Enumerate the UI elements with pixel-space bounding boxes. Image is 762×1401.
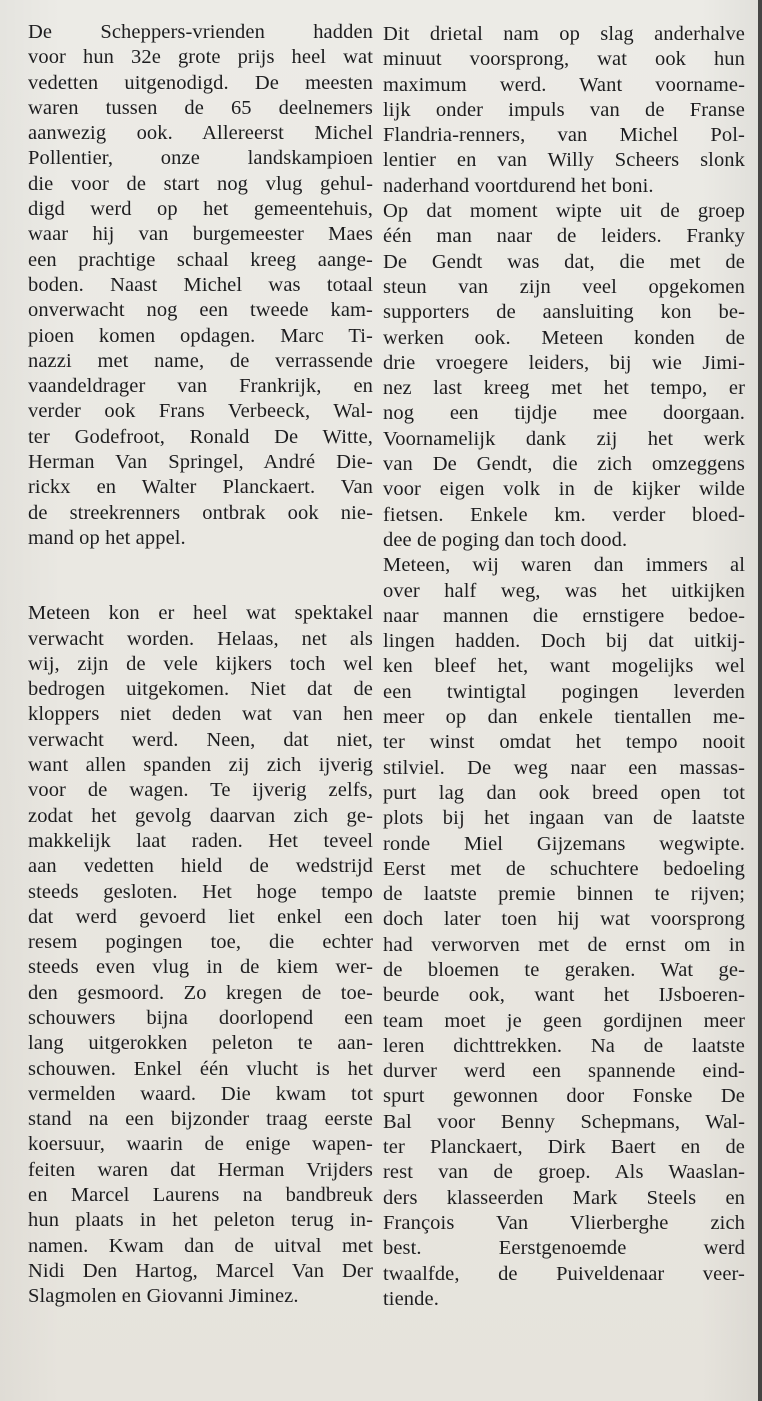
text-line: Nidi Den Hartog, Marcel Van Der xyxy=(28,1259,373,1282)
text-line: steeds gesloten. Het hoge tempo xyxy=(28,880,373,903)
text-line: naar mannen die ernstigere bedoe- xyxy=(383,604,745,627)
text-line: Op dat moment wipte uit de groep xyxy=(383,200,745,223)
text-line: Bal voor Benny Schepmans, Wal- xyxy=(383,1110,745,1133)
text-line: voor de wagen. Te ijverig zelfs, xyxy=(28,779,373,802)
text-line: Dit drietal nam op slag anderhalve xyxy=(383,23,745,45)
text-line: boden. Naast Michel was totaal xyxy=(28,273,373,296)
text-line: feiten waren dat Herman Vrijders xyxy=(28,1158,373,1181)
text-line: Eerst met de schuchtere bedoeling xyxy=(383,857,745,880)
text-line: Herman Van Springel, André Die- xyxy=(28,451,373,474)
text-line: Meteen kon er heel wat spektakel xyxy=(28,602,373,625)
text-line: minuut voorsprong, wat ook hun xyxy=(383,48,745,71)
text-line: lingen hadden. Doch bij dat uitkij- xyxy=(383,630,745,653)
text-line: want allen spanden zij zich ijverig xyxy=(28,754,373,777)
text-line: nog een tijdje mee doorgaan. xyxy=(383,402,745,425)
text-line: purt lag dan ook breed open tot xyxy=(383,781,745,804)
text-line: ter Godefroot, Ronald De Witte, xyxy=(28,425,373,448)
text-line: rest van de groep. Als Waaslan- xyxy=(383,1161,745,1184)
text-line: drie vroegere leiders, bij wie Jimi- xyxy=(383,351,745,374)
text-line: digd werd op het gemeentehuis, xyxy=(28,198,373,221)
text-line: ders klasseerden Mark Steels en xyxy=(383,1186,745,1209)
text-line: waar hij van burgemeester Maes xyxy=(28,223,373,246)
text-line: voor eigen volk in de kijker wilde xyxy=(383,478,745,501)
text-line: ronde Miel Gijzemans wegwipte. xyxy=(383,832,745,855)
text-line: een twintigtal pogingen leverden xyxy=(383,680,745,703)
text-line: nez last kreeg met het tempo, er xyxy=(383,377,745,400)
text-line: verder ook Frans Verbeeck, Wal- xyxy=(28,400,373,423)
text-line: aan vedetten hield de wedstrijd xyxy=(28,855,373,878)
text-line: pioen komen opdagen. Marc Ti- xyxy=(28,324,373,347)
text-line: de streekrenners ontbrak ook nie- xyxy=(28,501,373,524)
text-line: de bloemen te geraken. Wat ge- xyxy=(383,958,745,981)
text-line: lang uitgerokken peleton te aan- xyxy=(28,1032,373,1055)
text-line: voor hun 32e grote prijs heel wat xyxy=(28,46,373,69)
text-line: een prachtige schaal kreeg aange- xyxy=(28,248,373,271)
text-line: over half weg, was het uitkijken xyxy=(383,579,745,602)
text-line: De Scheppers-vrienden hadden xyxy=(28,21,373,43)
text-line: François Van Vlierberghe zich xyxy=(383,1211,745,1234)
text-line: namen. Kwam dan de uitval met xyxy=(28,1234,373,1257)
text-line: De Gendt was dat, die met de xyxy=(383,250,745,273)
text-line: schouwers bijna doorlopend een xyxy=(28,1006,373,1029)
text-line: supporters de aansluiting kon be- xyxy=(383,301,745,324)
text-line: meer op dan enkele tientallen me- xyxy=(383,706,745,729)
text-line: Flandria-renners, van Michel Pol- xyxy=(383,124,745,147)
text-line: fietsen. Enkele km. verder bloed- xyxy=(383,503,745,526)
text-line: Pollentier, onze landskampioen xyxy=(28,147,373,170)
article-paragraph-2 xyxy=(28,601,373,1309)
text-line: schouwen. Enkel één vlucht is het xyxy=(28,1057,373,1080)
text-line: die voor de start nog vlug gehul- xyxy=(28,172,373,195)
page-edge-shadow xyxy=(758,0,762,1401)
text-line: stand na een bijzonder traag eerste xyxy=(28,1108,373,1131)
text-line: lijk onder impuls van de Franse xyxy=(383,98,745,121)
text-line: steeds even vlug in de kiem wer- xyxy=(28,956,373,979)
text-line: resem pogingen toe, die echter xyxy=(28,931,373,954)
text-line: werken ook. Meteen konden de xyxy=(383,326,745,349)
text-line: steun van zijn veel opgekomen xyxy=(383,275,745,298)
text-line: Slagmolen en Giovanni Jiminez. xyxy=(28,1285,299,1308)
text-line: bedrogen uitgekomen. Niet dat de xyxy=(28,678,373,701)
text-line: Meteen, wij waren dan immers al xyxy=(383,554,745,577)
text-line: kloppers niet deden wat van hen xyxy=(28,703,373,726)
text-line: team moet je geen gordijnen meer xyxy=(383,1009,745,1032)
text-line: doch later toen hij wat voorsprong xyxy=(383,908,745,931)
text-line: spurt gewonnen door Fonske De xyxy=(383,1085,745,1108)
text-line: dat werd gevoerd liet enkel een xyxy=(28,905,373,928)
text-line: vermelden waard. Die kwam tot xyxy=(28,1082,373,1105)
text-line: verwacht worden. Helaas, net als xyxy=(28,627,373,650)
text-line: maximum werd. Want voorname- xyxy=(383,73,745,96)
text-line: naderhand voortdurend het boni. xyxy=(383,174,654,197)
text-line: rickx en Walter Planckaert. Van xyxy=(28,476,373,499)
text-line: vedetten uitgenodigd. De meesten xyxy=(28,71,373,94)
paragraph-spacing xyxy=(28,551,373,601)
text-line: tiende. xyxy=(383,1287,439,1310)
text-line: twaalfde, de Puiveldenaar veer- xyxy=(383,1262,745,1285)
text-line: plots bij het ingaan van de laatste xyxy=(383,807,745,830)
text-line: leren dichttrekken. Na de laatste xyxy=(383,1034,745,1057)
text-line: had verworven met de ernst om in xyxy=(383,933,745,956)
text-line: onverwacht nog een tweede kam- xyxy=(28,299,373,322)
text-line: best. Eerstgenoemde werd xyxy=(383,1237,745,1260)
text-line: den gesmoord. Zo kregen de toe- xyxy=(28,981,373,1004)
text-line: stilviel. De weg naar een massas- xyxy=(383,756,745,779)
article-column-right xyxy=(383,22,745,1312)
text-line: ken bleef het, want mogelijks wel xyxy=(383,655,745,678)
text-line: hun plaats in het peleton terug in- xyxy=(28,1209,373,1232)
text-line: koersuur, waarin de enige wapen- xyxy=(28,1133,373,1156)
article-paragraph-3 xyxy=(383,22,745,1312)
text-line: beurde ook, want het IJsboeren- xyxy=(383,984,745,1007)
text-line: lentier en van Willy Scheers slonk xyxy=(383,149,745,172)
text-line: waren tussen de 65 deelnemers xyxy=(28,96,373,119)
text-line: vaandeldrager van Frankrijk, en xyxy=(28,375,373,398)
text-line: Voornamelijk dank zij het werk xyxy=(383,427,745,450)
text-line: aanwezig ook. Allereerst Michel xyxy=(28,122,373,145)
text-line: mand op het appel. xyxy=(28,526,186,549)
text-line: de laatste premie binnen te rijven; xyxy=(383,883,745,906)
text-line: durver werd een spannende eind- xyxy=(383,1060,745,1083)
text-line: dee de poging dan toch dood. xyxy=(383,528,628,551)
article-paragraph-1 xyxy=(28,20,373,551)
text-line: ter winst omdat het tempo nooit xyxy=(383,731,745,754)
article-column-left xyxy=(28,20,373,1310)
text-line: en Marcel Laurens na bandbreuk xyxy=(28,1184,373,1207)
text-line: ter Planckaert, Dirk Baert en de xyxy=(383,1136,745,1159)
text-line: zodat het gevolg daarvan zich ge- xyxy=(28,804,373,827)
text-line: één man naar de leiders. Franky xyxy=(383,225,745,248)
text-line: verwacht werd. Neen, dat niet, xyxy=(28,728,373,751)
text-line: wij, zijn de vele kijkers toch wel xyxy=(28,652,373,675)
text-line: makkelijk laat raden. Het teveel xyxy=(28,829,373,852)
text-line: nazzi met name, de verrassende xyxy=(28,349,373,372)
text-line: van De Gendt, die zich omzeggens xyxy=(383,453,745,476)
